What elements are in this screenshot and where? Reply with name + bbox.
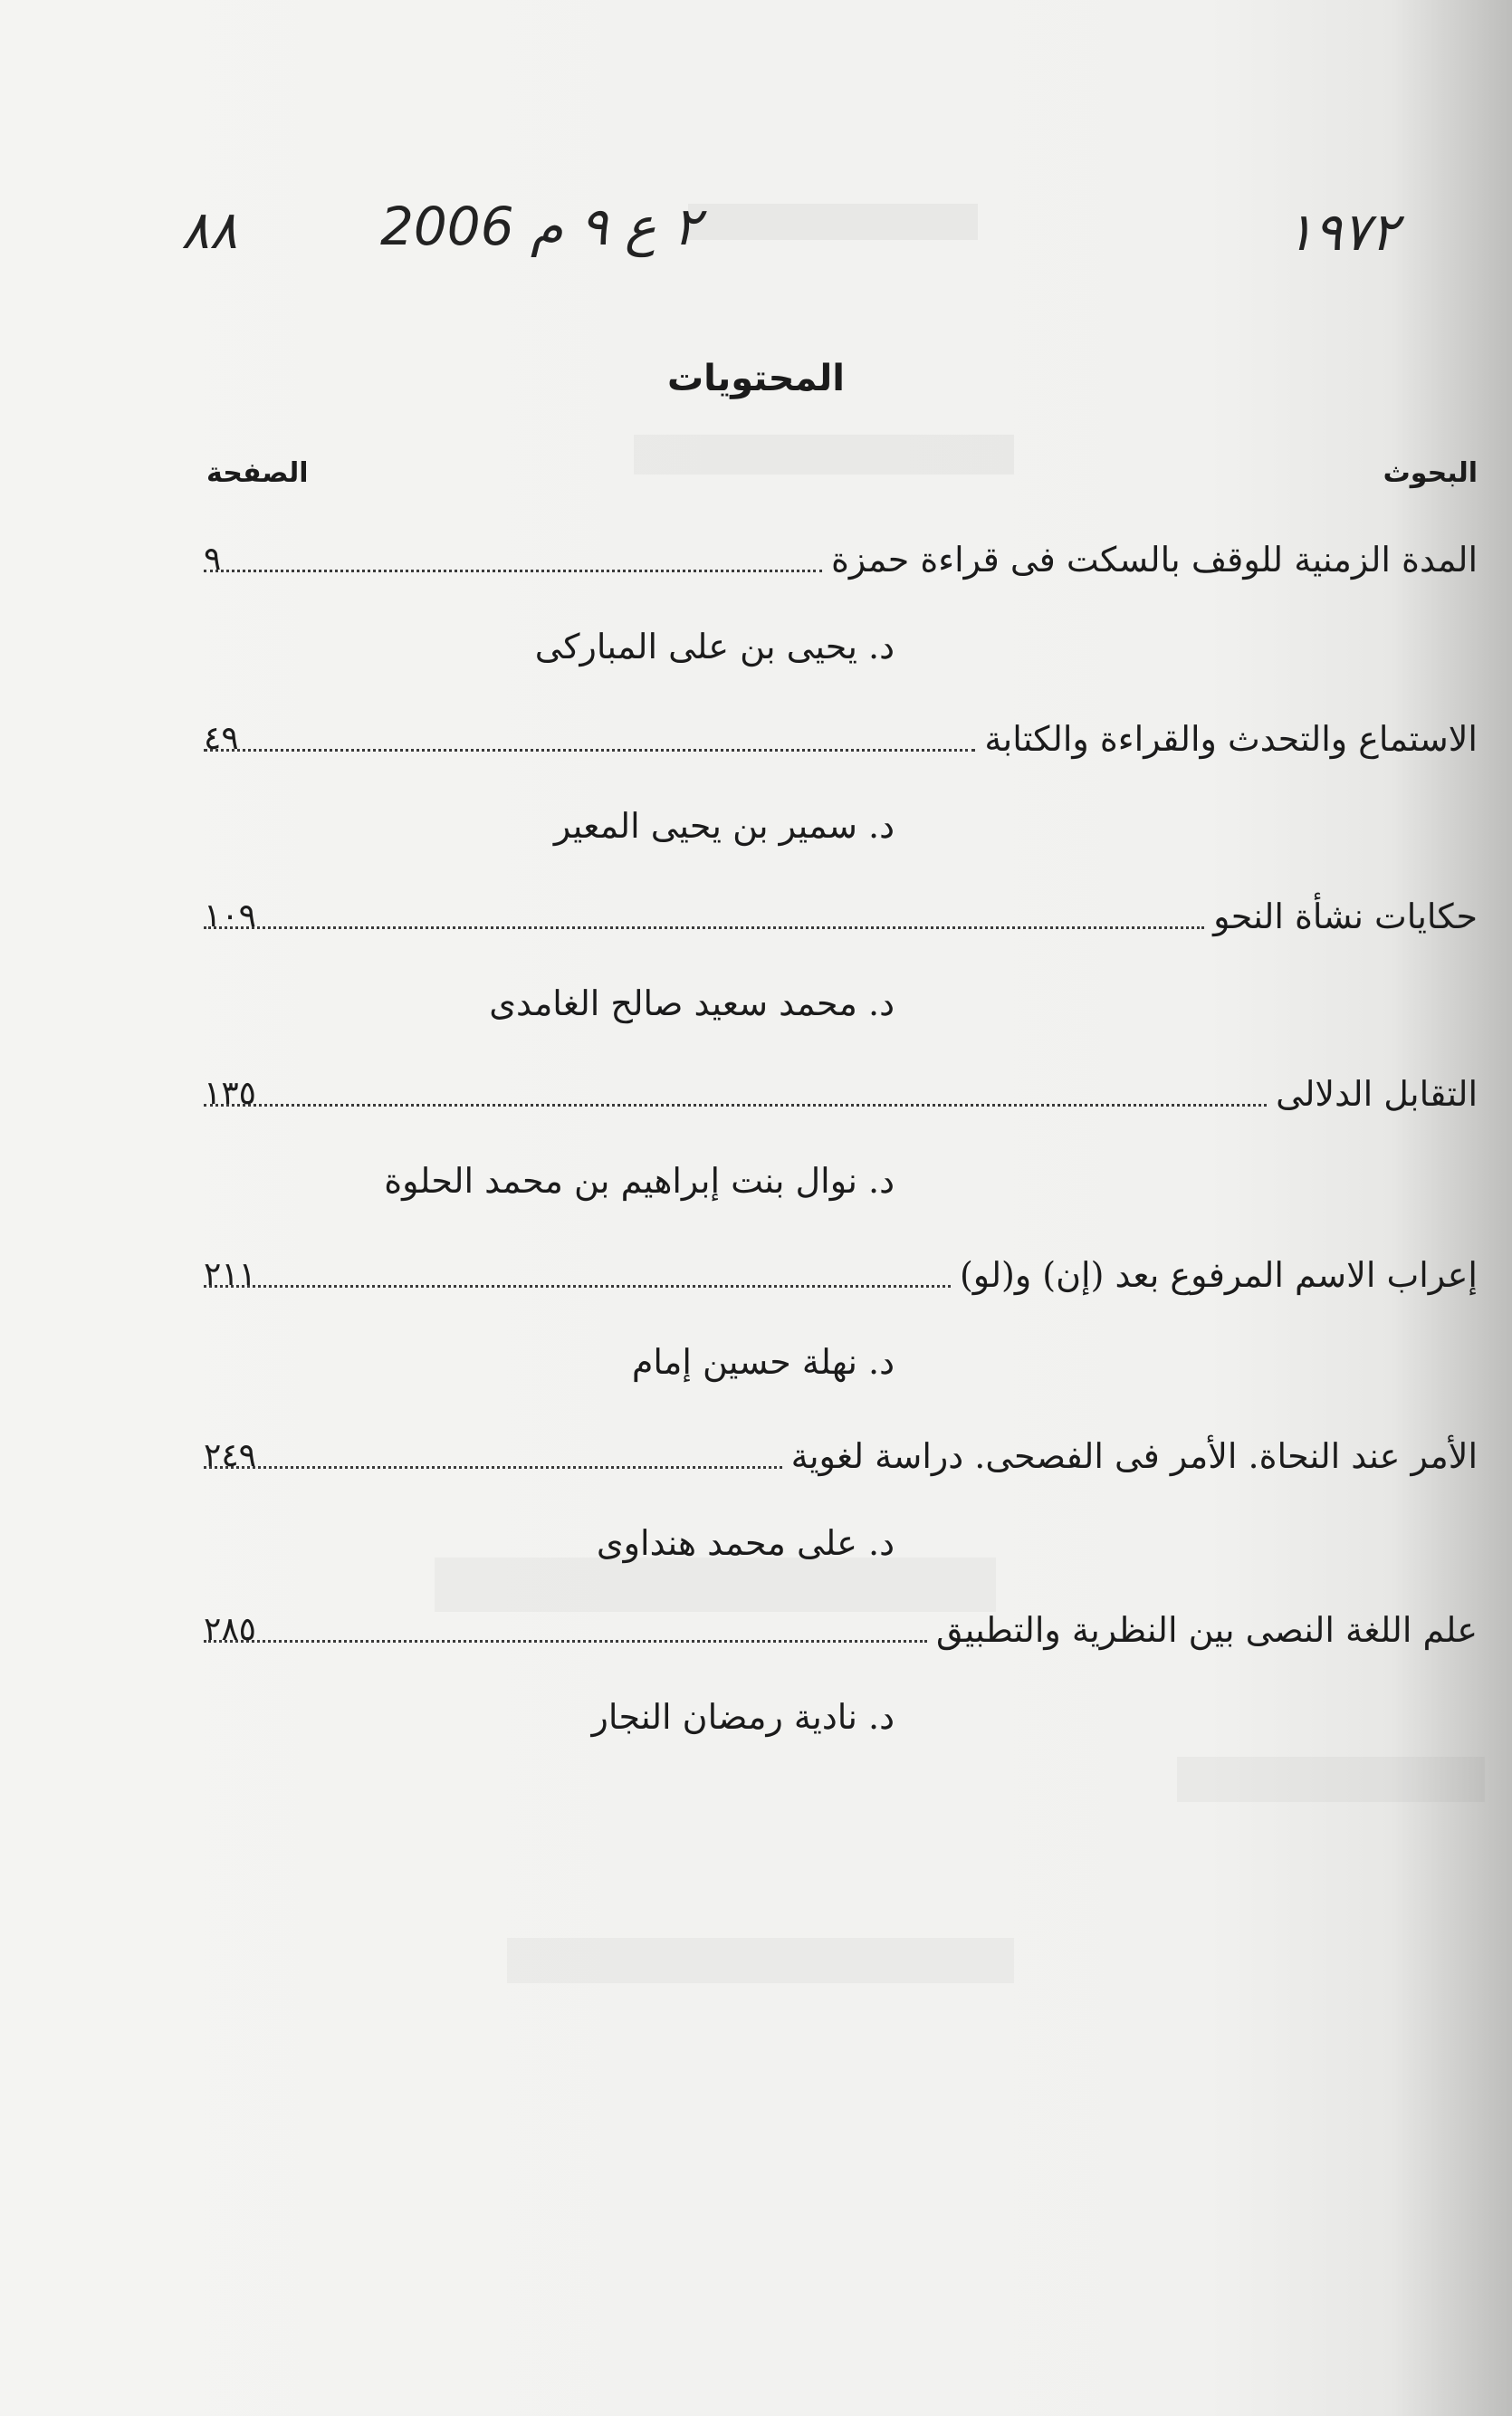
entry-page-number: ١٣٥ [204, 1075, 257, 1112]
entry-author: د. سمير بن يحيى المعير [553, 806, 895, 846]
entry-title-row [204, 1431, 1478, 1481]
entry-author: د. نادية رمضان النجار [591, 1697, 895, 1737]
entry-page-number: ٢١١ [204, 1256, 257, 1293]
dot-leader [204, 1104, 1267, 1107]
entry-author: د. نوال بنت إبراهيم بن محمد الحلوة [384, 1161, 895, 1201]
dot-leader [204, 749, 975, 752]
entry-page-number: ١٠٩ [204, 897, 257, 935]
dot-leader [204, 1285, 951, 1288]
entry-title: التقابل الدلالى [1276, 1074, 1478, 1114]
entry-author: د. يحيى بن على المباركى [534, 627, 895, 666]
entry-title-row [204, 714, 1478, 764]
entry-title: المدة الزمنية للوقف بالسكت فى قراءة حمزة [830, 540, 1478, 580]
entry-title: إعراب الاسم المرفوع بعد (إن) و(لو) [959, 1255, 1478, 1295]
dot-leader [204, 926, 1204, 929]
entry-title: حكايات نشأة النحو [1213, 896, 1478, 936]
entry-author: د. نهلة حسين إمام [631, 1342, 895, 1382]
handwritten-note-left: ٨٨ [181, 199, 238, 261]
column-header-page: الصفحة [206, 457, 309, 489]
entry-title-row [204, 1605, 1478, 1655]
entry-title: الاستماع والتحدث والقراءة والكتابة [984, 719, 1478, 759]
entry-page-number: ٤٩ [204, 720, 239, 757]
toc-entry [0, 534, 1512, 715]
dot-leader [204, 1466, 782, 1469]
dot-leader [204, 570, 822, 572]
column-header-research: البحوث [1383, 457, 1478, 489]
toc-entry [0, 1605, 1512, 1786]
toc-entry [0, 1250, 1512, 1431]
entry-title-row [204, 1069, 1478, 1119]
entry-title: علم اللغة النصى بين النظرية والتطبيق [936, 1610, 1478, 1650]
entry-page-number: ٢٨٥ [204, 1611, 257, 1648]
handwritten-note-right: ١٩٧٢ [1286, 201, 1399, 263]
toc-entry [0, 1069, 1512, 1250]
toc-entry [0, 714, 1512, 895]
entry-author: د. محمد سعيد صالح الغامدى [489, 983, 895, 1023]
toc-title: المحتويات [666, 358, 845, 399]
entry-page-number: ٩ [204, 541, 222, 578]
toc-entry [0, 891, 1512, 1072]
handwritten-date: ٢ ع ٩ م 2006 [380, 196, 702, 257]
dot-leader [204, 1640, 927, 1643]
entry-title-row [204, 891, 1478, 942]
entry-page-number: ٢٤٩ [204, 1437, 257, 1474]
entry-title-row [204, 534, 1478, 585]
toc-entry [0, 1431, 1512, 1612]
entry-title-row [204, 1250, 1478, 1300]
entry-title: الأمر عند النحاة. الأمر فى الفصحى. دراسة لغوية [790, 1436, 1478, 1476]
entry-author: د. على محمد هنداوى [596, 1523, 895, 1563]
